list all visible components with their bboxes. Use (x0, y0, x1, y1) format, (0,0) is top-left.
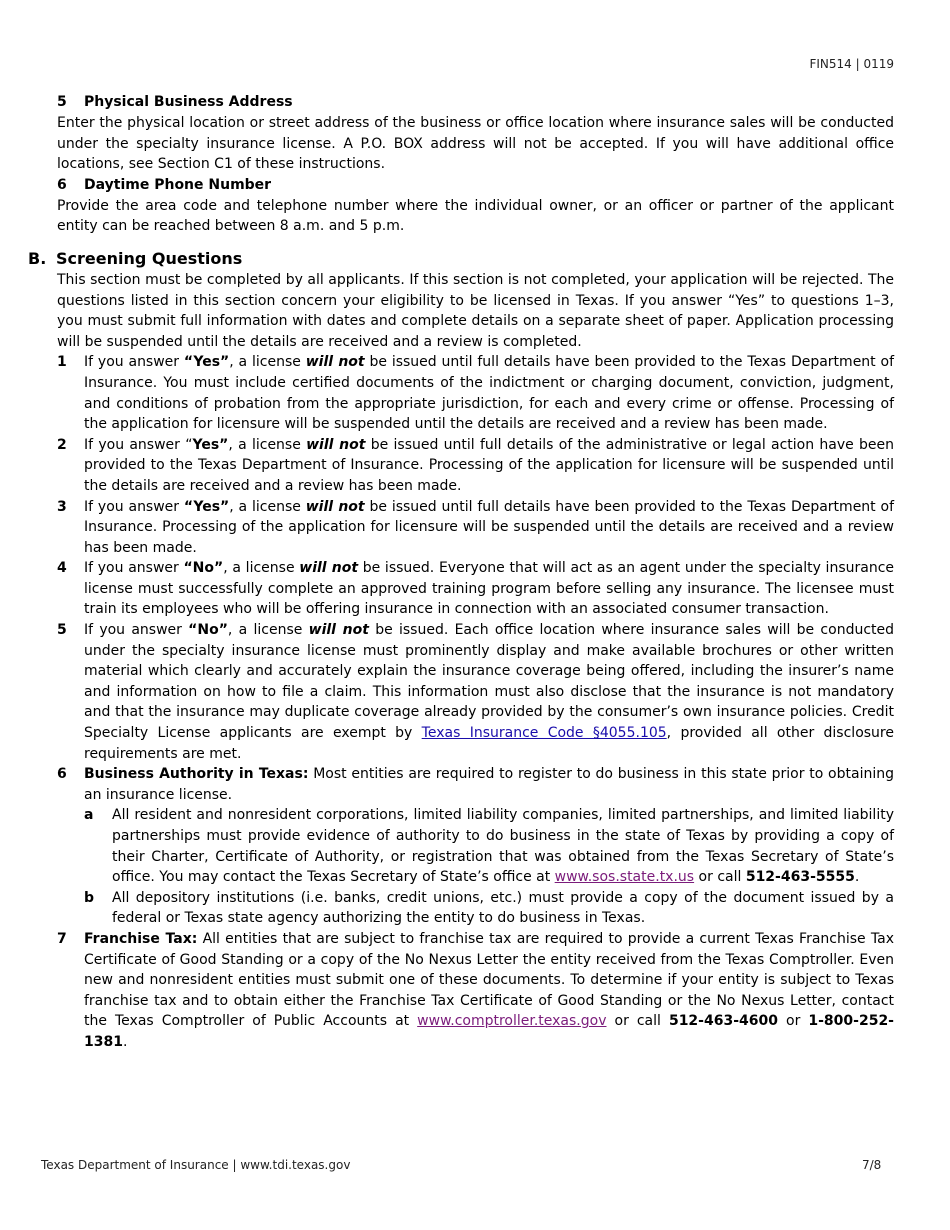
question-5 (0, 620, 894, 764)
item-6-heading (0, 175, 894, 196)
answer-emphasis: “Yes” (183, 354, 230, 371)
question-6a (0, 805, 894, 887)
question-1 (0, 352, 894, 434)
section-b-heading (0, 248, 950, 270)
question-text: be issued. Everyone that will act as an agent under the specialty insurance license must successfully complete an approved training program before selling any insurance. The licensee must train its employees who will be offering insurance in connection with an associated consumer transaction. (84, 560, 895, 618)
answer-emphasis: “No” (183, 560, 224, 577)
question-2 (0, 435, 894, 497)
question-3 (0, 497, 894, 559)
question-text: If you answer (84, 498, 184, 515)
question-number: 1 (57, 354, 67, 371)
sub-item-text: All depository institutions (i.e. banks, credit unions, etc.) must provide a copy of the document issued by a federal or Texas state agency authorizing the entity to do business in Texas. (112, 889, 894, 927)
sub-item-letter: a (84, 807, 94, 824)
will-not-emphasis: will not (305, 498, 365, 515)
sub-item-text: All resident and nonresident corporations, limited liability companies, limited partnerships, and limited liability partnerships must provide evidence of authority to do business in the state of Texas by providing a copy of their Charter, Certificate of Authority, or registration that was obtained from the Texas Secretary of State’s office. You may contact the Texas Secretary of State’s office at (112, 807, 894, 886)
sub-item-text: or call (694, 869, 746, 886)
question-text: , a license (227, 622, 309, 639)
question-text: be issued until full details have been provided to the Texas Department of Insurance. You must include certified documents of the indictment or charging document, conviction, judgment, and conditions of probation from the appropriate jurisdiction, for each and every crime or offense. Processing of the application for licensure will be suspended until the details are received and a review has been made. (84, 354, 895, 433)
page-content (0, 92, 950, 1053)
item-number: 6 (57, 176, 67, 193)
question-text: If you answer “ (84, 436, 193, 453)
question-text: , provided all other disclosure requirements are met. (84, 725, 894, 762)
section-b-intro: This section must be completed by all applicants. If this section is not completed, your application will be rejected. The questions listed in this section concern your eligibility to be licensed in Texas. If you answer “Yes” to questions 1–3, you must submit full information with dates and complete details on a separate sheet of paper. Application processing will be suspended until the details are received and a review is completed. (57, 271, 894, 350)
comptroller-website-link[interactable]: www.comptroller.texas.gov (417, 1013, 607, 1030)
question-text: , a license (229, 354, 306, 371)
item-title: Daytime Phone Number (84, 176, 272, 193)
question-text: be issued. Each office location where insurance sales will be conducted under the specialty insurance license must prominently display and make available brochures or other written material which clearly and accurately explain the insurance coverage being offered, including the insurer’s name and information on how to file a claim. This information must also disclose that the insurance is not mandatory and that the insurance may duplicate coverage already provided by the consumer’s own insurance policies. Credit Specialty License applicants are exempt by (84, 622, 895, 742)
question-title: Business Authority in Texas: (84, 766, 309, 783)
answer-emphasis: “Yes” (183, 498, 230, 515)
question-text: be issued until full details have been provided to the Texas Department of Insurance. Processing of the application for licensure will be suspended until the details are received and a review has been made. (84, 498, 895, 556)
question-title: Franchise Tax: (84, 930, 198, 947)
question-text: or call (606, 1013, 669, 1030)
question-7 (0, 929, 894, 1053)
item-5-heading (0, 92, 894, 113)
page-number: 7/8 (862, 1158, 882, 1172)
item-number: 5 (57, 94, 67, 110)
question-text: Most entities are required to register to do business in this state prior to obtaining an insurance license. (84, 766, 894, 803)
item-6-text: Provide the area code and telephone number where the individual owner, or an officer or partner of the applicant entity can be reached between 8 a.m. and 5 p.m. (57, 197, 894, 235)
question-number: 5 (57, 622, 67, 639)
will-not-emphasis: will not (306, 436, 366, 453)
question-text: If you answer (84, 354, 184, 371)
form-code: FIN514 | 0119 (809, 57, 894, 71)
sos-website-link[interactable]: www.sos.state.tx.us (554, 869, 695, 886)
question-4 (0, 558, 894, 620)
question-text: . (122, 1033, 128, 1050)
sub-item-text: . (854, 869, 860, 886)
comptroller-phone-2: 1-800-252-1381 (84, 1013, 894, 1050)
question-text: If you answer (84, 622, 189, 639)
question-text: , a license (229, 498, 306, 515)
footer-organization: Texas Department of Insurance | www.tdi.texas.gov (41, 1158, 351, 1172)
comptroller-phone-1: 512-463-4600 (668, 1013, 778, 1030)
will-not-emphasis: will not (308, 622, 369, 639)
item-5-text: Enter the physical location or street address of the business or office location where insurance sales will be conducted under the specialty insurance license. A P.O. BOX address will not be accepted. If you will have additional office locations, see Section C1 of these instructions. (57, 115, 894, 173)
will-not-emphasis: will not (305, 354, 365, 371)
item-title: Physical Business Address (84, 94, 293, 110)
section-title: Screening Questions (56, 248, 243, 268)
answer-emphasis: “No” (188, 622, 228, 639)
sub-item-letter: b (84, 889, 95, 906)
question-text: , a license (223, 560, 300, 577)
question-text: be issued until full details of the administrative or legal action have been provided to the Texas Department of Insurance. Processing of the application for licensure will be suspended until the details are received and a review has been made. (84, 436, 895, 494)
question-text: , a license (228, 436, 307, 453)
sos-phone: 512-463-5555 (745, 869, 855, 886)
question-number: 4 (57, 560, 67, 577)
question-number: 3 (57, 498, 67, 515)
will-not-emphasis: will not (299, 560, 359, 577)
insurance-code-link[interactable]: Texas Insurance Code §4055.105 (421, 725, 667, 742)
question-text: or (778, 1013, 809, 1030)
question-number: 2 (57, 436, 67, 453)
question-number: 6 (57, 766, 67, 783)
answer-emphasis: Yes” (192, 436, 229, 453)
question-text: If you answer (84, 560, 184, 577)
question-number: 7 (57, 930, 67, 947)
question-6 (0, 764, 894, 805)
question-text: All entities that are subject to franchise tax are required to provide a current Texas Franchise Tax Certificate of Good Standing or a copy of the No Nexus Letter the entity received from the Texas Comptroller. Even new and nonresident entities must submit one of these documents. To determine if your entity is subject to Texas franchise tax and to obtain either the Franchise Tax Certificate of Good Standing or the No Nexus Letter, contact the Texas Comptroller of Public Accounts at (84, 930, 894, 1030)
question-6b (0, 888, 894, 929)
section-letter: B. (28, 248, 47, 268)
